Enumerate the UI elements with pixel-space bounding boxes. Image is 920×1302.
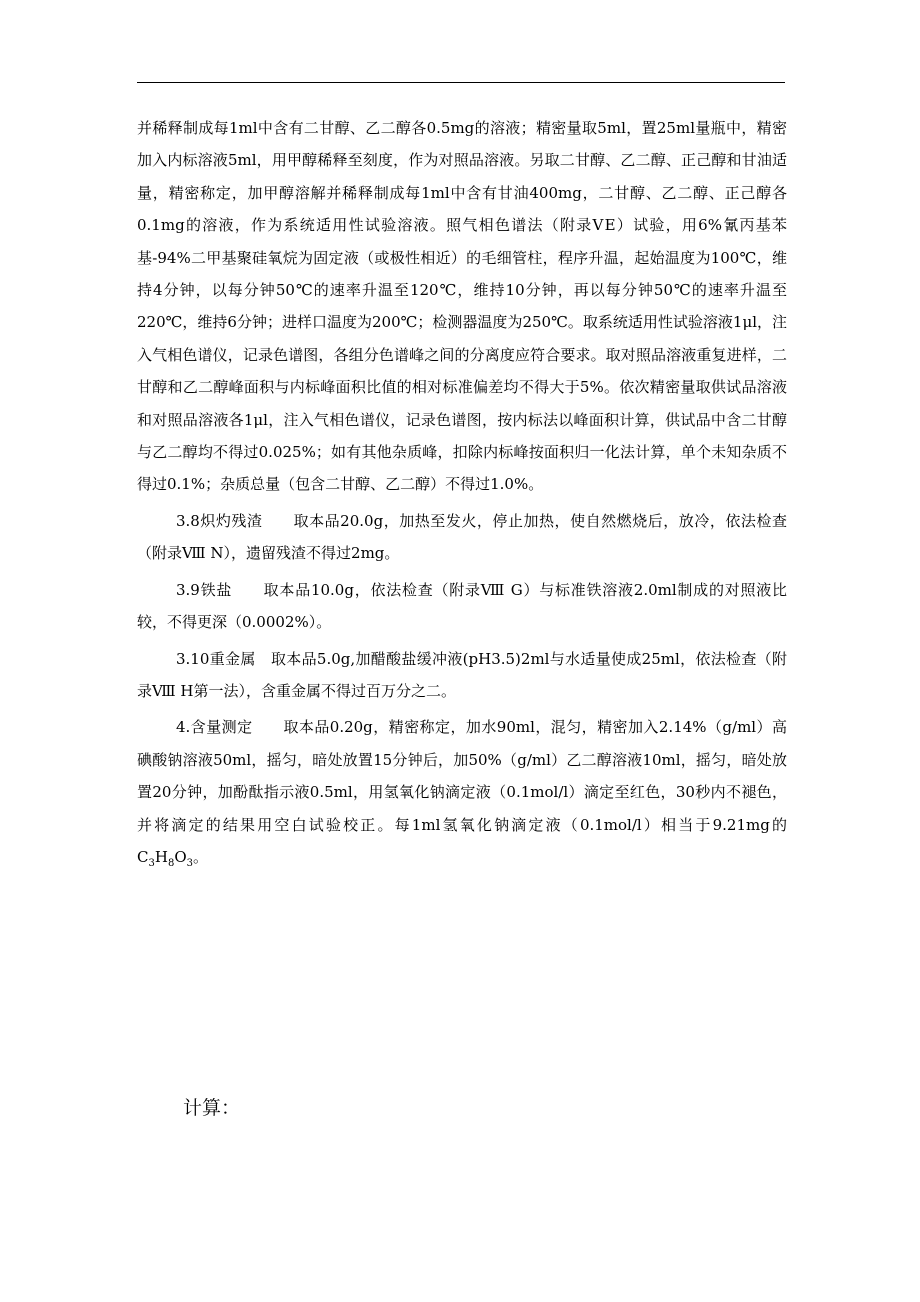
section-iron-salt (137, 574, 787, 639)
section-heavy-metals (137, 643, 787, 708)
section-assay: 4.含量测定 取本品0.20g，精密称定，加水90ml，混匀，精密加入2.14%（g/ml）高碘酸钠溶液50ml，摇匀，暗处放置15分钟后，加50%（g/ml）乙二醇溶液10ml，摇匀，暗处放置20分钟，加酚酞指示液0.5ml，用氢氧化钠滴定液（0.1mol/l）滴定至红色，30秒内不褪色，并将滴定的结果用空白试验校正。每1ml氢氧化钠滴定液（0.1mol/l）相当于9.21mg的$C_3H_8O_3$。 (137, 718, 787, 869)
chemical-formula: $C_3H_8O_3$ (137, 847, 194, 869)
section-ignition-residue (137, 505, 787, 570)
section-heading: 3.10重金属 (176, 649, 256, 668)
section-text: 取本品0.20g，精密称定，加水90ml，混匀，精密加入2.14%（g/ml）高碘酸钠溶液50ml，摇匀，暗处放置15分钟后，加50%（g/ml）乙二醇溶液10ml，摇匀，暗处放置20分钟，加酚酞指示液0.5ml，用氢氧化钠滴定液（0.1mol/l）滴定至红色，30秒内不褪色，并将滴定的结果用空白试验校正。每1ml氢氧化钠滴定液（0.1mol/l）相当于9.21mg的 (137, 718, 787, 834)
document-body (137, 112, 787, 873)
header-rule (137, 82, 785, 83)
section-heading: 3.8炽灼残渣 (176, 511, 263, 530)
section-text: 取本品5.0g,加醋酸盐缓冲液(pH3.5)2ml与水适量使成25ml，依法检查（附录Ⅷ H第一法），含重金属不得过百万分之二。 (137, 649, 787, 700)
section-text: 取本品10.0g，依法检查（附录Ⅷ G）与标准铁溶液2.0ml制成的对照液比较，不得更深（0.0002%）。 (137, 580, 787, 632)
calculation-heading: 计算： (183, 1097, 241, 1119)
continuation-paragraph: 并稀释制成每1ml中含有二甘醇、乙二醇各0.5mg的溶液；精密量取5ml，置25ml量瓶中，精密加入内标溶液5ml，用甲醇稀释至刻度，作为对照品溶液。另取二甘醇、乙二醇、正己醇和甘油适量，精密称定，加甲醇溶解并稀释制成每1ml中含有甘油400mg，二甘醇、乙二醇、正己醇各0.1mg的溶液，作为系统适用性试验溶液。照气相色谱法（附录ⅤE）试验，用6%氰丙基苯基-94%二甲基聚硅氧烷为固定液（或极性相近）的毛细管柱，程序升温，起始温度为100℃，维持4分钟，以每分钟50℃的速率升温至120℃，维持10分钟，再以每分钟50℃的速率升温至220℃，维持6分钟；进样口温度为200℃；检测器温度为250℃。取系统适用性试验溶液1μl，注入气相色谱仪，记录色谱图，各组分色谱峰之间的分离度应符合要求。取对照品溶液重复进样，二甘醇和乙二醇峰面积与内标峰面积比值的相对标准偏差均不得大于5%。依次精密量取供试品溶液和对照品溶液各1μl，注入气相色谱仪，记录色谱图，按内标法以峰面积计算，供试品中含二甘醇与乙二醇均不得过0.025%；如有其他杂质峰，扣除内标峰按面积归一化法计算，单个未知杂质不得过0.1%；杂质总量（包含二甘醇、乙二醇）不得过1.0%。 (137, 119, 787, 494)
section-text: 取本品20.0g，加热至发火，停止加热，使自然燃烧后，放冷，依法检查（附录Ⅷ N），遗留残渣不得过2mg。 (137, 511, 787, 563)
section-heading: 4.含量测定 (176, 718, 253, 737)
section-heading: 3.9铁盐 (176, 580, 233, 599)
